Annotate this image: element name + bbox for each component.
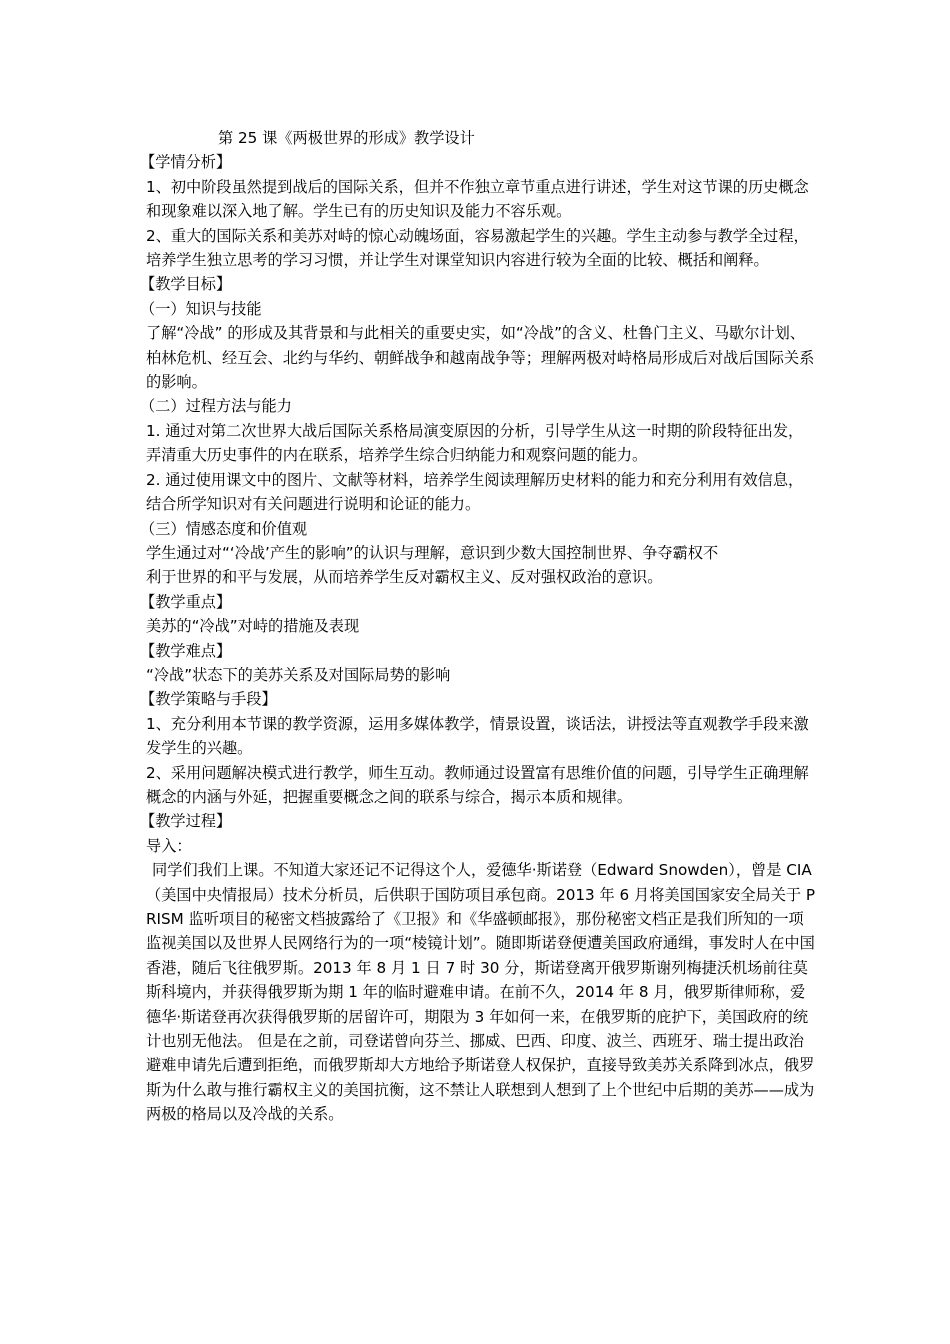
paragraph: 1、初中阶段虽然提到战后的国际关系，但并不作独立章节重点进行讲述，学生对这节课的历史概念和现象难以深入地了解。学生已有的历史知识及能力不容乐观。	[146, 177, 809, 221]
subsection-heading: （二）过程方法与能力	[140, 397, 292, 416]
section-heading: 【教学重点】	[140, 592, 232, 611]
paragraph: 导入：	[146, 836, 192, 855]
paragraph: 利于世界的和平与发展，从而培养学生反对霸权主义、反对强权政治的意识。	[146, 568, 663, 587]
section-heading: 【教学目标】	[140, 275, 232, 294]
paragraph: 1、充分利用本节课的教学资源，运用多媒体教学，情景设置，谈话法，讲授法等直观教学手段来激发学生的兴趣。	[146, 714, 809, 758]
paragraph: 1. 通过对第二次世界大战后国际关系格局演变原因的分析，引导学生从这一时期的阶段特征出发，弄清重大历史事件的内在联系，培养学生综合归纳能力和观察问题的能力。	[146, 421, 804, 465]
paragraph: 了解“冷战” 的形成及其背景和与此相关的重要史实，如“冷战”的含义、杜鲁门主义、马歇尔计划、柏林危机、经互会、北约与华约、朝鲜战争和越南战争等；理解两极对峙格局形成后对战后国际关系的影响。	[146, 324, 815, 392]
paragraph: 学生通过对“‘冷战’产生的影响”的认识与理解，意识到少数大国控制世界、争夺霸权不	[146, 543, 719, 562]
document-body	[140, 126, 816, 1127]
paragraph: 2. 通过使用课文中的图片、文献等材料，培养学生阅读理解历史材料的能力和充分利用有效信息，结合所学知识对有关问题进行说明和论证的能力。	[146, 470, 804, 514]
subsection-heading: （一）知识与技能	[140, 299, 262, 318]
intro-paragraph: 同学们我们上课。不知道大家还记不记得这个人，爱德华·斯诺登（Edward Snowden），曾是 CIA（美国中央情报局）技术分析员，后供职于国防项目承包商。2013 年 6 月将美国国家安全局关于 PRISM 监听项目的秘密文档披露给了《卫报》和《华盛顿邮报》，那份秘密文档正是我们所知的一项监视美国以及世界人民网络行为的一项“棱镜计划”。随即斯诺登便遭美国政府通缉，事发时人在中国香港，随后飞往俄罗斯。2013 年 8 月 1 日 7 时 30 分，斯诺登离开俄罗斯谢列梅捷沃机场前往莫斯科境内，并获得俄罗斯为期 1 年的临时避难申请。在前不久，2014 年 8 月，俄罗斯律师称，爱德华·斯诺登再次获得俄罗斯的居留许可，期限为 3 年如何一来，在俄罗斯的庇护下，美国政府的统计也别无他法。 但是在之前，司登诺曾向芬兰、挪威、巴西、印度、波兰、西班牙、瑞士提出政治避难申请先后遭到拒绝，而俄罗斯却大方地给予斯诺登人权保护，直接导致美苏关系降到冰点，俄罗斯为什么敢与推行霸权主义的美国抗衡，这不禁让人联想到人想到了上个世纪中后期的美苏——成为两极的格局以及冷战的关系。	[146, 861, 816, 1124]
paragraph: 2、采用问题解决模式进行教学，师生互动。教师通过设置富有思维价值的问题，引导学生正确理解概念的内涵与外延，把握重要概念之间的联系与综合，揭示本质和规律。	[146, 763, 809, 806]
paragraph: “冷战”状态下的美苏关系及对国际局势的影响	[146, 665, 451, 684]
section-heading: 【教学过程】	[140, 812, 232, 831]
subsection-heading: （三）情感态度和价值观	[140, 519, 308, 538]
paragraph: 2、重大的国际关系和美苏对峙的惊心动魄场面，容易激起学生的兴趣。学生主动参与教学全过程，培养学生独立思考的学习习惯，并让学生对课堂知识内容进行较为全面的比较、概括和阐释。	[146, 226, 809, 270]
section-heading: 【学情分析】	[140, 153, 232, 172]
paragraph: 美苏的“冷战”对峙的措施及表现	[146, 617, 360, 636]
section-heading: 【教学难点】	[140, 641, 232, 660]
section-heading: 【教学策略与手段】	[140, 690, 277, 709]
document-title: 第 25 课《两极世界的形成》教学设计	[218, 129, 475, 147]
